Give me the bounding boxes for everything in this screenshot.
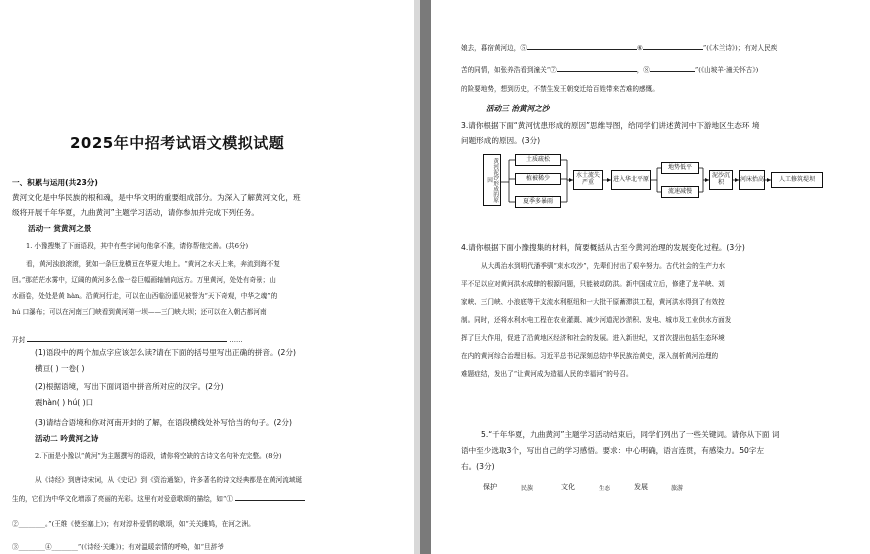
q3-line-2: 问题形成的原因。(3分) — [461, 136, 541, 145]
activity-3-heading: 活动三 治黄河之沙 — [486, 104, 550, 113]
p2-line-2 — [461, 64, 758, 74]
q5-line-3: 右。(3分) — [461, 462, 495, 471]
cause-diagram — [483, 152, 843, 212]
q2-line-1: 从《诗经》到唐诗宋词，从《史记》到《资治通鉴》，许多著名的诗文经典都是在黄河流域诞 — [35, 476, 303, 484]
q4-line-1: 4.请你根据下面小豫搜集的材料，简要概括从古至今黄河治理的发展变化过程。(3分) — [461, 243, 745, 252]
passage-line-1: 看，黄河浊浪滚滚，犹如一条巨龙横亘在华夏大地上。“黄河之水天上来，奔流到海不复 — [26, 260, 280, 268]
p2-line-1a: 娘去，暮宿黄河边，⑤ — [461, 44, 527, 52]
passage-line-2: 回。”那茫茫水雾中，辽阔的黄河多么像一卷巨幅画轴铺向远方。万里黄河，处处有奇景；山 — [12, 276, 276, 284]
q2-line-4: ③________④________”(《诗经·关雎》)；有对温暖亲情的呼唤，如“旦辞爷 — [12, 543, 224, 551]
keyword: 发展 — [634, 483, 648, 491]
question-1: 1. 小豫搜集了下面语段，其中有些字词句他拿不准，请你帮他完善。(共6分) — [26, 242, 249, 250]
cause-box: 土质疏松 — [515, 154, 561, 166]
answer-blank[interactable] — [235, 493, 305, 501]
cause-box: 植被稀少 — [515, 173, 561, 185]
q3-line-1: 3.请你根据下面“黄河忧患形成的原因”思维导图，给同学们讲述黄河中下游地区生态环 境 — [461, 121, 760, 130]
step-box: 地势低平 — [661, 162, 699, 174]
q4-passage-line: 在内的黄河综合治理目标。习近平总书记深刻总结中华民族治黄史，深入剖析黄河治理的 — [461, 352, 719, 360]
passage-line-5 — [12, 334, 243, 344]
passage-dots: …… — [229, 336, 243, 344]
p2-line-3: 的险要地势，想到历史，不禁生发王朝变迁给百姓带来苦难的感慨。 — [461, 85, 659, 93]
question-1-1: (1)语段中的两个加点字应该怎么读?请在下面的括号里写出正确的拼音。(2分) — [35, 348, 296, 357]
intro-line-2: 级将开展千年华夏，九曲黄河”主题学习活动，请你参加并完成下列任务。 — [12, 208, 259, 217]
q2-line-3: ②________。”(王维《使至塞上》)；有对淳朴爱情的歌颂，如“关关雎鸠，在河之洲。 — [12, 520, 255, 528]
question-1-2-answer[interactable]: 震hàn( ) hú( )口 — [35, 398, 94, 407]
intro-line-1: 黄河文化是中华民族的根和魂，是中华文明的重要组成部分。为深入了解黄河文化，班 — [12, 193, 301, 202]
exam-title: 2025年中招考试语文模拟试题 — [70, 134, 285, 152]
step-box: 泥沙沉积 — [709, 170, 733, 190]
q4-passage-line: 从大禹治水到明代潘季驯“束水攻沙”，先辈们付出了艰辛努力。古代社会的生产力水 — [481, 262, 726, 270]
passage-line-4: hú 口瀑布；可以在河南三门峡看到黄河第一坝——三门峡大坝；还可以在入朝古都河南 — [12, 308, 267, 316]
activity-2-heading: 活动二 吟黄河之诗 — [35, 434, 99, 443]
document-page-left — [0, 0, 414, 554]
section-heading-1: 一、积累与运用(共23分) — [12, 178, 98, 187]
p2-line-2a: 苦的同情，如张养浩看到潼关“⑦ — [461, 66, 557, 74]
q5-line-1: 5.“千年华夏，九曲黄河”主题学习活动结束后，同学们列出了一些关键词。请你从下面 词 — [481, 430, 780, 439]
question-1-1-answer[interactable]: 横亘( ) 一卷( ) — [35, 364, 85, 373]
keyword: 文化 — [561, 483, 575, 491]
document-page-right — [431, 0, 870, 554]
passage-line-3: 水画卷，处处是黄 hàn。沿黄河行走，可以在山西临汾遥见被誉为“天下奇观，中华之魂”的 — [12, 292, 278, 300]
keyword: 生态 — [599, 486, 611, 492]
q4-passage-line: 家峡、三门峡、小浪底等干支流水利枢纽和一大批干原蓄滞洪工程，黄河洪水得到了有效控 — [461, 298, 725, 306]
q4-passage-line: 平不足以应对黄河洪水成肆的根源问题，只能被动防洪。新中国成立后，修建了龙羊峡、刘 — [461, 280, 725, 288]
q4-passage-line: 挥了巨大作用，促进了沿黄地区经济和社会的发展。进入新世纪，又首次提出包括生态环境 — [461, 334, 725, 342]
cause-box: 夏季多暴雨 — [515, 196, 561, 208]
p2-line-1 — [461, 42, 777, 52]
keyword: 民族 — [521, 485, 534, 492]
p2-line-2b: ，⑧ — [636, 66, 650, 74]
passage-last: 开封 — [12, 336, 26, 344]
p2-line-2c: ”(《山坡羊·潼关怀古》) — [694, 66, 759, 74]
q4-passage-line: 制。同时，还将水利水电工程在农业灌溉、减少河道泥沙淤积、发电、城市及工业供水方面发 — [461, 316, 732, 324]
answer-blank[interactable] — [27, 334, 227, 342]
question-2: 2.下面是小豫以“黄河”为主题撰写的语段，请你将空缺的古诗文名句补充完整。(8分) — [35, 452, 282, 460]
step-box: 流速减慢 — [661, 186, 699, 198]
step-box: 河床抬高 — [739, 170, 765, 190]
q2-line-2 — [12, 493, 305, 503]
question-1-2: (2)根据语境，写出下面词语中拼音所对应的汉字。(2分) — [35, 382, 224, 391]
p2-line-1b: ⑥ — [636, 44, 643, 52]
step-box: 进入华北平原 — [611, 170, 651, 190]
question-1-3: (3)请结合语境和你对河南开封的了解，在语段横线处补写恰当的句子。(2分) — [35, 418, 292, 427]
p2-line-1c: ”(《木兰诗》)；有对人民疾 — [702, 44, 778, 52]
answer-blank[interactable] — [557, 64, 637, 72]
answer-blank[interactable] — [643, 42, 703, 50]
answer-blank[interactable] — [650, 64, 695, 72]
viewer-gutter — [420, 0, 431, 554]
step-box: 人工修筑堤坝 — [771, 172, 823, 188]
q4-passage-line: 难题症结，发出了“让黄河成为造福人民的幸福河”的号召。 — [461, 370, 633, 378]
diagram-root-label: 黄河泥沙形成的原因 — [483, 154, 501, 206]
activity-1-heading: 活动一 赏黄河之景 — [28, 224, 92, 233]
q5-line-2: 语中至少选取3个，写出自己的学习感悟。要求：中心明确，语言连贯，有感染力。50字左 — [461, 446, 765, 455]
step-box: 水土流失严重 — [573, 170, 603, 190]
keyword: 旅游 — [671, 485, 684, 492]
keyword: 保护 — [483, 483, 497, 491]
answer-blank[interactable] — [527, 42, 637, 50]
q2-line-2-text: 生的，它们为中华文化增添了亮丽的光彩。这里有对爱意歌颂的描绘，如“① — [12, 495, 233, 503]
